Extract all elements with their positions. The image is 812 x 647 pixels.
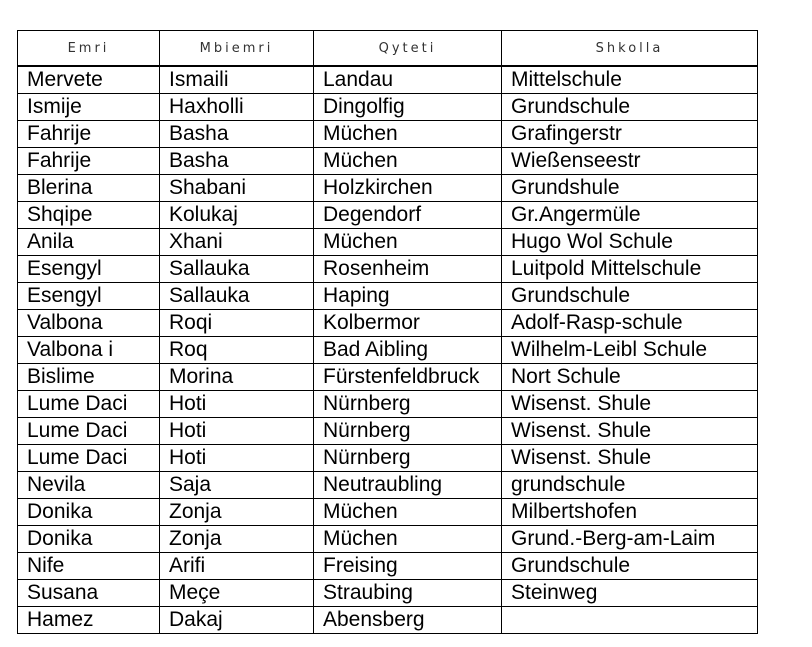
cell-shkolla: Luitpold Mittelschule bbox=[502, 256, 758, 283]
cell-mbiemri: Roq bbox=[160, 337, 314, 364]
table-row bbox=[18, 94, 758, 121]
table-row bbox=[18, 526, 758, 553]
cell-emri: Blerina bbox=[18, 175, 160, 202]
table-row bbox=[18, 148, 758, 175]
cell-qyteti: Müchen bbox=[314, 229, 502, 256]
cell-qyteti: Holzkirchen bbox=[314, 175, 502, 202]
cell-shkolla: Adolf-Rasp-schule bbox=[502, 310, 758, 337]
table-row bbox=[18, 445, 758, 472]
cell-mbiemri: Shabani bbox=[160, 175, 314, 202]
cell-qyteti: Straubing bbox=[314, 580, 502, 607]
table-row bbox=[18, 607, 758, 634]
cell-qyteti: Degendorf bbox=[314, 202, 502, 229]
cell-mbiemri: Zonja bbox=[160, 499, 314, 526]
cell-qyteti: Neutraubling bbox=[314, 472, 502, 499]
table-row bbox=[18, 256, 758, 283]
table-row bbox=[18, 364, 758, 391]
table-row bbox=[18, 202, 758, 229]
cell-qyteti: Rosenheim bbox=[314, 256, 502, 283]
cell-mbiemri: Haxholli bbox=[160, 94, 314, 121]
cell-qyteti: Dingolfig bbox=[314, 94, 502, 121]
cell-qyteti: Müchen bbox=[314, 526, 502, 553]
cell-shkolla: Wisenst. Shule bbox=[502, 445, 758, 472]
cell-emri: Nife bbox=[18, 553, 160, 580]
cell-emri: Esengyl bbox=[18, 283, 160, 310]
table-row bbox=[18, 175, 758, 202]
cell-shkolla: Grafingerstr bbox=[502, 121, 758, 148]
cell-emri: Hamez bbox=[18, 607, 160, 634]
table-row bbox=[18, 229, 758, 256]
cell-mbiemri: Basha bbox=[160, 148, 314, 175]
cell-mbiemri: Kolukaj bbox=[160, 202, 314, 229]
cell-shkolla: grundschule bbox=[502, 472, 758, 499]
header-qyteti: Qyteti bbox=[314, 31, 502, 67]
cell-qyteti: Abensberg bbox=[314, 607, 502, 634]
cell-emri: Shqipe bbox=[18, 202, 160, 229]
cell-emri: Valbona i bbox=[18, 337, 160, 364]
table-body bbox=[18, 66, 758, 634]
cell-shkolla: Wisenst. Shule bbox=[502, 391, 758, 418]
cell-shkolla: Grundshule bbox=[502, 175, 758, 202]
cell-qyteti: Nürnberg bbox=[314, 391, 502, 418]
table-row bbox=[18, 121, 758, 148]
cell-mbiemri: Morina bbox=[160, 364, 314, 391]
table-row bbox=[18, 499, 758, 526]
table-row bbox=[18, 580, 758, 607]
cell-emri: Mervete bbox=[18, 66, 160, 94]
cell-shkolla: Wilhelm-Leibl Schule bbox=[502, 337, 758, 364]
cell-mbiemri: Sallauka bbox=[160, 256, 314, 283]
cell-emri: Donika bbox=[18, 526, 160, 553]
cell-mbiemri: Hoti bbox=[160, 445, 314, 472]
cell-qyteti: Landau bbox=[314, 66, 502, 94]
cell-qyteti: Nürnberg bbox=[314, 418, 502, 445]
table-row bbox=[18, 391, 758, 418]
cell-mbiemri: Basha bbox=[160, 121, 314, 148]
cell-shkolla bbox=[502, 607, 758, 634]
cell-qyteti: Kolbermor bbox=[314, 310, 502, 337]
cell-emri: Valbona bbox=[18, 310, 160, 337]
cell-mbiemri: Hoti bbox=[160, 418, 314, 445]
table-row bbox=[18, 472, 758, 499]
cell-shkolla: Grund.-Berg-am-Laim bbox=[502, 526, 758, 553]
cell-shkolla: Gr.Angermüle bbox=[502, 202, 758, 229]
cell-mbiemri: Roqi bbox=[160, 310, 314, 337]
cell-shkolla: Wießenseestr bbox=[502, 148, 758, 175]
cell-qyteti: Nürnberg bbox=[314, 445, 502, 472]
header-mbiemri: Mbiemri bbox=[160, 31, 314, 67]
cell-emri: Donika bbox=[18, 499, 160, 526]
cell-emri: Nevila bbox=[18, 472, 160, 499]
cell-mbiemri: Meçe bbox=[160, 580, 314, 607]
cell-mbiemri: Xhani bbox=[160, 229, 314, 256]
cell-shkolla: Grundschule bbox=[502, 553, 758, 580]
header-shkolla: Shkolla bbox=[502, 31, 758, 67]
cell-emri: Esengyl bbox=[18, 256, 160, 283]
cell-emri: Fahrije bbox=[18, 148, 160, 175]
table-row bbox=[18, 66, 758, 94]
table-row bbox=[18, 283, 758, 310]
table-row bbox=[18, 553, 758, 580]
cell-qyteti: Haping bbox=[314, 283, 502, 310]
cell-emri: Anila bbox=[18, 229, 160, 256]
cell-mbiemri: Ismaili bbox=[160, 66, 314, 94]
cell-shkolla: Wisenst. Shule bbox=[502, 418, 758, 445]
cell-qyteti: Müchen bbox=[314, 121, 502, 148]
cell-emri: Lume Daci bbox=[18, 445, 160, 472]
cell-mbiemri: Hoti bbox=[160, 391, 314, 418]
cell-mbiemri: Sallauka bbox=[160, 283, 314, 310]
cell-qyteti: Freising bbox=[314, 553, 502, 580]
cell-qyteti: Bad Aibling bbox=[314, 337, 502, 364]
cell-emri: Fahrije bbox=[18, 121, 160, 148]
table-row bbox=[18, 310, 758, 337]
cell-mbiemri: Dakaj bbox=[160, 607, 314, 634]
students-table bbox=[17, 30, 758, 634]
cell-shkolla: Grundschule bbox=[502, 94, 758, 121]
cell-shkolla: Milbertshofen bbox=[502, 499, 758, 526]
cell-shkolla: Steinweg bbox=[502, 580, 758, 607]
cell-emri: Lume Daci bbox=[18, 418, 160, 445]
table-header bbox=[18, 31, 758, 67]
cell-mbiemri: Saja bbox=[160, 472, 314, 499]
cell-shkolla: Mittelschule bbox=[502, 66, 758, 94]
cell-qyteti: Fürstenfeldbruck bbox=[314, 364, 502, 391]
table-row bbox=[18, 337, 758, 364]
header-emri: Emri bbox=[18, 31, 160, 67]
cell-emri: Susana bbox=[18, 580, 160, 607]
table-row bbox=[18, 418, 758, 445]
cell-emri: Ismije bbox=[18, 94, 160, 121]
cell-emri: Bislime bbox=[18, 364, 160, 391]
cell-shkolla: Grundschule bbox=[502, 283, 758, 310]
cell-shkolla: Nort Schule bbox=[502, 364, 758, 391]
cell-qyteti: Müchen bbox=[314, 499, 502, 526]
cell-shkolla: Hugo Wol Schule bbox=[502, 229, 758, 256]
cell-mbiemri: Zonja bbox=[160, 526, 314, 553]
header-row bbox=[18, 31, 758, 67]
cell-emri: Lume Daci bbox=[18, 391, 160, 418]
cell-mbiemri: Arifi bbox=[160, 553, 314, 580]
cell-qyteti: Müchen bbox=[314, 148, 502, 175]
